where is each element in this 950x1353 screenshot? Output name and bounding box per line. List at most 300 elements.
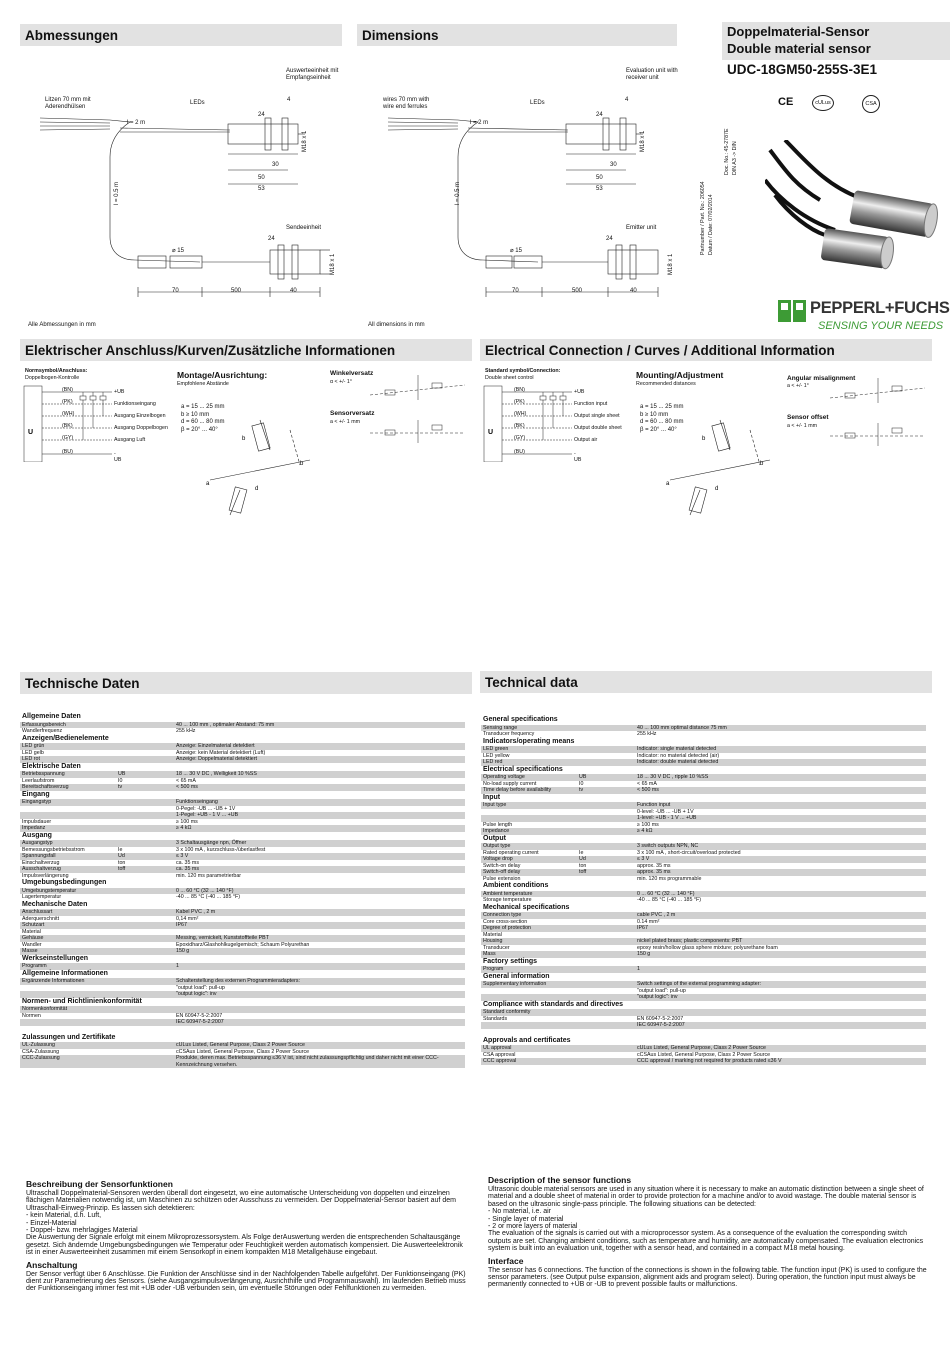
product-photo — [765, 140, 950, 290]
value-b-en: b ≥ 10 mm — [640, 411, 669, 418]
spec-row — [20, 1055, 465, 1068]
spec-group-row — [20, 955, 465, 964]
angular-title-de: Winkelversatz — [330, 370, 374, 377]
spec-group-label: Input — [481, 794, 926, 803]
spec-value: "output logic": inv — [635, 994, 926, 1001]
spec-group-label: General information — [481, 973, 926, 982]
spec-value: 40 ... 100 mm , optimaler Abstand: 75 mm — [174, 722, 465, 729]
offset-title-de: Sensorversatz — [330, 410, 375, 417]
spec-symbol: ton — [116, 860, 174, 867]
spec-label: Ausschaltverzug — [20, 866, 116, 873]
conn-symbol-sub-en: Double sheet control — [485, 375, 534, 381]
spec-label: Transducer — [481, 945, 577, 952]
spec-label: Gehäuse — [20, 935, 116, 942]
spec-value: 150 g — [635, 951, 926, 958]
spec-label: Degree of protection — [481, 925, 577, 932]
spec-label: No-load supply current — [481, 781, 577, 788]
desc-para2-de: Die Auswertung der Signale erfolgt mit einem Mikroprozessorsystem. Als Folge derAuswertung werden die entsprechenden Schaltausgänge gesetzt. Sich ändernde Umgebungsbedingungen wie Temperatur oder Feuchtigkeit werden automatisch kompensiert. Die Auswerteelektronik ist in einer Auswerteeinheit zusammen mit einem Sensorkopf in einem kompakten M18 Metallgehäuse eingebaut. — [26, 1234, 463, 1257]
spec-value: Schalterstellung des externen Programmieradapters: — [174, 978, 465, 985]
spec-group-label: Werkseinstellungen — [20, 955, 465, 964]
value-d-en: d = 60 ... 80 mm — [640, 419, 684, 425]
side-part-number: Partnumber / Part. No.: 206054 — [700, 181, 706, 255]
value-d: d = 60 ... 80 mm — [181, 419, 225, 425]
spec-label: LED grün — [20, 743, 116, 750]
spec-symbol: Ie — [577, 850, 635, 857]
desc-para3-en: The sensor has 6 connections. The function of the connections is shown in the following table. The function input (PK) is used to configure the sensor parameters. (see Output pulse expansion, alignment aids and program select). During operation, the function input must always be permanently connected to +UB or -UB to prevent possible faults or malfunctions. — [488, 1266, 927, 1289]
dim-24: 24 — [258, 112, 265, 118]
eval-unit-label-de-2: Empfangseinheit — [286, 75, 331, 81]
spec-label: Standards — [481, 1016, 577, 1023]
spec-group-label: Electrical specifications — [481, 766, 926, 775]
spec-group-label: Compliance with standards and directives — [481, 1001, 926, 1010]
spec-label: Wandler — [20, 942, 116, 949]
wire-bn: (BN) — [62, 387, 73, 393]
spec-label: LED gelb — [20, 750, 116, 757]
spec-value: IEC 60947-5-2:2007 — [174, 1019, 465, 1026]
spec-value: < 500 ms — [174, 784, 465, 791]
mounting-title-de: Montage/Ausrichtung: — [177, 370, 268, 380]
term-function-input: Funktionseingang — [114, 401, 156, 407]
spec-group-label: General specifications — [481, 716, 926, 725]
spec-value: 0-level: -UB ... -UB + 1V — [635, 809, 926, 816]
offset-title-en: Sensor offset — [787, 414, 829, 421]
spec-value: Anzeige: Einzelmaterial detektiert — [174, 743, 465, 750]
wires-label-en-2: wire end ferrules — [383, 104, 428, 110]
wires-label-de: Litzen 70 mm mit — [45, 97, 91, 103]
spec-label: LED yellow — [481, 753, 577, 760]
spec-value: ≤ 3 V — [635, 856, 926, 863]
spec-value: 255 kHz — [635, 731, 926, 738]
dim-50-en: 50 — [596, 175, 603, 181]
spec-value: 255 kHz — [174, 728, 465, 735]
dim-thread-b: M18 x 1 — [330, 253, 336, 275]
spec-label: CCC-Zulassung — [20, 1055, 116, 1068]
wiring-diagram-de — [22, 382, 150, 462]
dim-30: 30 — [272, 162, 279, 168]
desc-list2-en: - Single layer of material — [488, 1215, 564, 1223]
spec-symbol: Ud — [577, 856, 635, 863]
spec-value: ≥ 4 kΩ — [635, 828, 926, 835]
conn-symbol-title-de: Normsymbol/Anschluss: — [25, 368, 88, 374]
spec-label: Impedanz — [20, 825, 116, 832]
spec-label: Input type — [481, 802, 577, 809]
description-en — [488, 1172, 928, 1289]
spec-value: IP67 — [174, 922, 465, 929]
spec-label: Umgebungstemperatur — [20, 888, 116, 895]
spec-label: Supplementary information — [481, 981, 577, 988]
section-title-connection-en: Electrical Connection / Curves / Additional Information — [480, 339, 932, 361]
spec-symbol — [577, 1058, 635, 1065]
interface-heading-de: Anschaltung — [26, 1259, 78, 1270]
spec-label: Material — [20, 929, 116, 936]
spec-table-de — [20, 713, 465, 1068]
term-out-double: Ausgang Doppelbogen — [114, 425, 168, 431]
dim-cable-short-en: l = 0.5 m — [455, 181, 461, 205]
dim-30-en: 30 — [610, 162, 617, 168]
desc-list1-de: - kein Material, d.h. Luft, — [26, 1212, 102, 1220]
spec-label: Aderquerschnitt — [20, 916, 116, 923]
dim-40-en: 40 — [630, 288, 637, 294]
side-din: DIN A3 -> DIN — [732, 141, 738, 175]
spec-value: Anzeige: kein Material detektiert (Luft) — [174, 750, 465, 757]
spec-group-label: Factory settings — [481, 958, 926, 967]
wires-label-de-2: Aderendhülsen — [45, 104, 86, 110]
spec-symbol: Ud — [116, 853, 174, 860]
dim-53: 53 — [258, 186, 265, 192]
conn-symbol-title-en: Standard symbol/Connection: — [485, 368, 561, 374]
spec-group-row — [20, 832, 465, 841]
spec-label: Operating voltage — [481, 774, 577, 781]
spec-label: Pulse extension — [481, 876, 577, 883]
spec-label: Housing — [481, 938, 577, 945]
spec-value: cCSAus Listed, General Purpose, Class 2 Power Source — [635, 1052, 926, 1059]
spec-value: CCC approval / marking not required for products rated ≤36 V — [635, 1058, 926, 1065]
spec-group-row — [481, 882, 926, 891]
spec-group-row — [20, 879, 465, 888]
spec-group-row — [20, 735, 465, 744]
spec-label: Anschlussart — [20, 909, 116, 916]
spec-value: 3 x 100 mA , short-circuit/overload protected — [635, 850, 926, 857]
dim-500: 500 — [231, 288, 242, 294]
spec-label: Sensing range — [481, 725, 577, 732]
wire-bk: (BK) — [62, 423, 73, 429]
spec-label: Impulsverlängerung — [20, 873, 116, 880]
spec-label: Standard conformity — [481, 1009, 577, 1016]
spec-value: Produkte, deren max. Betriebsspannung ≤36 V ist, sind nicht zulassungspflichtig und daher nicht mit einer CCC-Kennzeichnung versehen. — [174, 1055, 465, 1068]
spec-label: Switch-on delay — [481, 863, 577, 870]
spec-label: CSA approval — [481, 1052, 577, 1059]
spec-value: < 500 ms — [635, 787, 926, 794]
offset-value-de: a < +/- 1 mm — [330, 419, 361, 425]
spec-value: Funktionseingang — [174, 799, 465, 806]
dim-4-en: 4 — [625, 97, 629, 103]
value-a: a = 15 ... 25 mm — [181, 404, 225, 410]
description-de — [26, 1176, 466, 1293]
spec-group-label: Umgebungsbedingungen — [20, 879, 465, 888]
brand-slogan: SENSING YOUR NEEDS — [818, 320, 944, 332]
spec-group-label: Elektrische Daten — [20, 763, 465, 772]
spec-value: -40 ... 85 °C (-40 ... 185 °F) — [635, 897, 926, 904]
term-ub-minus: -UB — [114, 451, 122, 464]
spec-value: approx. 35 ms — [635, 869, 926, 876]
spec-label: Leerlaufstrom — [20, 778, 116, 785]
section-title-tech-en: Technical data — [480, 671, 932, 693]
spec-group-row — [481, 904, 926, 913]
spec-group-label: Mechanische Daten — [20, 901, 465, 910]
wire-gy-en: (GY) — [514, 435, 526, 441]
pepperl-fuchs-logo-icon — [778, 300, 808, 322]
section-title-tech-de: Technische Daten — [20, 672, 472, 694]
spec-value: 1 — [635, 966, 926, 973]
spec-value: 0.14 mm² — [635, 919, 926, 926]
spec-label: Voltage drop — [481, 856, 577, 863]
spec-value: 1-Pegel: +UB - 1 V ... +UB — [174, 812, 465, 819]
spec-label: Rated operating current — [481, 850, 577, 857]
spec-label: Pulse length — [481, 822, 577, 829]
spec-spacer — [20, 1026, 465, 1034]
spec-group-row — [481, 1001, 926, 1010]
desc-para1-en: Ultrasonic double material sensors are used in any situation where it is necessary to make an automatic distinction between a single sheet of material and a double sheet of material in order to provide protection for a machine and/or to avoid wastage. The double material sensor is based on the ultrasonic single-pass principle. The following situations can be detected: — [488, 1186, 924, 1208]
svg-text:U: U — [28, 429, 34, 436]
spec-symbol: Ie — [116, 847, 174, 854]
eval-unit-label-de: Auswerteeinheit mit — [286, 68, 339, 74]
spec-label: LED rot — [20, 756, 116, 763]
wire-bn-en: (BN) — [514, 387, 525, 393]
spec-label: Transducer frequency — [481, 731, 577, 738]
desc-list2-de: - Einzel-Material — [26, 1219, 77, 1227]
spec-label: Program — [481, 966, 577, 973]
mounting-diagram-de — [200, 410, 320, 525]
spec-label: Eingangstyp — [20, 799, 116, 806]
dim-thread: M18 x 1 — [302, 130, 308, 152]
spec-label: Einschaltverzug — [20, 860, 116, 867]
spec-value: < 65 mA — [174, 778, 465, 785]
spec-value: ≤ 3 V — [174, 853, 465, 860]
spec-symbol: toff — [116, 866, 174, 873]
spec-value: Function input — [635, 802, 926, 809]
spec-value: ca. 35 ms — [174, 860, 465, 867]
spec-group-row — [481, 738, 926, 747]
spec-value: Indicator: double material detected — [635, 759, 926, 766]
value-b: b ≥ 10 mm — [181, 411, 210, 418]
spec-value: min. 120 ms programmable — [635, 876, 926, 883]
desc-list1-en: - No material, i.e. air — [488, 1208, 552, 1216]
desc-list3-de: - Doppel- bzw. mehrlagiges Material — [26, 1227, 138, 1235]
spec-group-row — [20, 998, 465, 1007]
mounting-diagram-en — [660, 410, 780, 525]
interface-heading-en: Interface — [488, 1255, 524, 1266]
term-ub-plus-en: +UB — [574, 389, 585, 395]
spec-value: EN 60947-5-2:2007 — [174, 1013, 465, 1020]
emitter-label-en: Emitter unit — [626, 225, 657, 231]
spec-group-row — [481, 766, 926, 775]
spec-group-label: Zulassungen und Zertifikate — [20, 1034, 465, 1043]
svg-text:b: b — [300, 461, 304, 467]
spec-label: Switch-off delay — [481, 869, 577, 876]
spec-group-label: Approvals and certificates — [481, 1037, 926, 1046]
spec-symbol — [116, 1055, 174, 1068]
wire-bu: (BU) — [62, 449, 73, 455]
ce-mark-icon: CE — [778, 96, 794, 108]
wire-pk-en: (PK) — [514, 399, 525, 405]
spec-label: Normen — [20, 1013, 116, 1020]
spec-value: -40 ... 85 °C (-40 ... 185 °F) — [174, 894, 465, 901]
spec-value: 18 ... 30 V DC , Welligkeit 10 %SS — [174, 771, 465, 778]
spec-symbol: I0 — [577, 781, 635, 788]
spec-value: IEC 60947-5-2:2007 — [635, 1022, 926, 1029]
spec-symbol: toff — [577, 869, 635, 876]
spec-label: Ausgangstyp — [20, 840, 116, 847]
spec-group-label: Output — [481, 835, 926, 844]
spec-symbol: UB — [577, 774, 635, 781]
desc-para2-en: The evaluation of the signals is carried out with a microprocessor system. As a consequence of the evaluation the corresponding switch outputs are set. Changing ambient conditions, such as temperature and humidity, are automatically compensated. The evaluation electronics system is built into an evaluation unit, together with a sensor head, and contained in a compact M18 metal housing. — [488, 1230, 924, 1253]
eval-unit-label-en: Evaluation unit with — [626, 68, 678, 74]
desc-list3-en: - 2 or more layers of material — [488, 1223, 578, 1231]
angular-value-de: α < +/- 1° — [330, 379, 352, 385]
spec-label: Impulsdauer — [20, 819, 116, 826]
spec-value: approx. 35 ms — [635, 863, 926, 870]
spec-value: 3 x 100 mA , kurzschluss-/überlastfest — [174, 847, 465, 854]
spec-label: Lagertemperatur — [20, 894, 116, 901]
wires-label-en: wires 70 mm with — [383, 97, 430, 103]
spec-label: LED red — [481, 759, 577, 766]
spec-group-row — [481, 716, 926, 725]
spec-label: Normenkonformität — [20, 1006, 116, 1013]
dim-15: ⌀ 15 — [172, 248, 184, 254]
leds-label-en: LEDs — [530, 100, 545, 106]
svg-text:d: d — [255, 486, 259, 492]
misalignment-diagram-de — [370, 375, 465, 445]
spec-value: ≥ 4 kΩ — [174, 825, 465, 832]
value-a-en: a = 15 ... 25 mm — [640, 404, 684, 410]
spec-value: Indicator: no material detected (air) — [635, 753, 926, 760]
spec-label: Programm — [20, 963, 116, 970]
spec-row — [20, 1026, 465, 1034]
spec-value: 3 switch outputs NPN, NC — [635, 843, 926, 850]
mounting-title-en: Mounting/Adjustment — [636, 370, 724, 380]
spec-value: 40 ... 100 mm optimal distance 75 mm — [635, 725, 926, 732]
spec-value: Anzeige: Doppelmaterial detektiert — [174, 756, 465, 763]
dim-24b: 24 — [268, 236, 275, 242]
spec-value: 0 ... 60 °C (32 ... 140 °F) — [635, 891, 926, 898]
spec-value: 1 — [174, 963, 465, 970]
spec-group-row — [481, 973, 926, 982]
spec-label: Core cross-section — [481, 919, 577, 926]
section-title-dimensions: Dimensions — [357, 24, 677, 46]
spec-group-label: Allgemeine Daten — [20, 713, 465, 722]
wire-wh: (WH) — [62, 411, 75, 417]
dim-thread-b-en: M18 x 1 — [668, 253, 674, 275]
svg-text:d: d — [715, 486, 719, 492]
term-out-air-en: Output air — [574, 437, 598, 443]
product-title-de: Doppelmaterial-Sensor — [727, 24, 870, 39]
angular-value-en: a < +/- 1° — [787, 383, 809, 389]
spec-value: min. 120 ms parametrierbar — [174, 873, 465, 880]
spec-value: "output logic": inv — [174, 991, 465, 998]
spec-group-row — [481, 794, 926, 803]
dimension-note-en: All dimensions in mm — [368, 322, 425, 328]
dim-24b-en: 24 — [606, 236, 613, 242]
dim-4: 4 — [287, 97, 291, 103]
spec-value: EN 60947-5-2:2007 — [635, 1016, 926, 1023]
spec-group-row — [481, 835, 926, 844]
spec-value: epoxy resin/hollow glass sphere mixture; polyurethane foam — [635, 945, 926, 952]
model-number: UDC-18GM50-255S-3E1 — [727, 62, 878, 77]
spec-value: 0,14 mm² — [174, 916, 465, 923]
spec-value: 3 Schaltausgänge npn, Öffner — [174, 840, 465, 847]
spec-value: ≥ 100 ms — [174, 819, 465, 826]
spec-value: ca. 35 ms — [174, 866, 465, 873]
svg-text:b: b — [760, 461, 764, 467]
term-out-single: Ausgang Einzelbogen — [114, 413, 166, 419]
wire-gy: (GY) — [62, 435, 74, 441]
spec-value: "output load": pull-up — [174, 985, 465, 992]
spec-value: nickel plated brass; plastic components: PBT — [635, 938, 926, 945]
svg-text:b: b — [702, 436, 706, 442]
mounting-sub-en: Recommended distances — [636, 381, 696, 387]
spec-label: Bemessungsbetriebsstrom — [20, 847, 116, 854]
spec-group-row — [20, 970, 465, 979]
spec-value: Kabel PVC , 2 m — [174, 909, 465, 916]
dim-53-en: 53 — [596, 186, 603, 192]
spec-group-row — [20, 1034, 465, 1043]
term-ub-minus-en: -UB — [574, 451, 582, 464]
spec-label: Masse — [20, 948, 116, 955]
spec-label: Schutzart — [20, 922, 116, 929]
svg-text:a: a — [666, 481, 670, 487]
mounting-sub-de: Empfohlene Abstände — [177, 381, 229, 387]
emitter-label-de: Sendeeinheit — [286, 225, 322, 231]
wire-wh-en: (WH) — [514, 411, 527, 417]
conn-symbol-sub-de: Doppelbogen-Kontrolle — [25, 375, 80, 381]
spec-label: Connection type — [481, 912, 577, 919]
term-out-air: Ausgang Luft — [114, 437, 146, 443]
spec-value: Epoxidharz/Glashohlkugelgemisch; Schaum Polyurethan — [174, 942, 465, 949]
spec-value: 1-level: +UB - 1 V ... +UB — [635, 815, 926, 822]
section-title-abmessungen: Abmessungen — [20, 24, 342, 46]
term-ub-plus: +UB — [114, 389, 125, 395]
value-beta-en: β = 20° ... 40° — [640, 426, 677, 433]
spec-label: Bereitschaftsverzug — [20, 784, 116, 791]
spec-label: Time delay before availability — [481, 787, 577, 794]
spec-label: Wandlerfrequenz — [20, 728, 116, 735]
term-out-single-en: Output single sheet — [574, 413, 620, 419]
spec-value: 150 g — [174, 948, 465, 955]
spec-row — [481, 1029, 926, 1037]
wire-bu-en: (BU) — [514, 449, 525, 455]
spec-value: < 65 mA — [635, 781, 926, 788]
spec-value: 18 ... 30 V DC , ripple 10 %SS — [635, 774, 926, 781]
spec-label: CCC approval — [481, 1058, 577, 1065]
spec-symbol: tv — [116, 784, 174, 791]
brand-name: PEPPERL+FUCHS — [810, 299, 950, 317]
spec-label: Spannungsfall — [20, 853, 116, 860]
spec-value: IP67 — [635, 925, 926, 932]
spec-group-row — [20, 713, 465, 722]
spec-label: Ergänzende Informationen — [20, 978, 116, 985]
value-beta: β = 20° ... 40° — [181, 426, 218, 433]
spec-value: "output load": pull-up — [635, 988, 926, 995]
spec-group-label: Ausgang — [20, 832, 465, 841]
eval-unit-label-en-2: receiver unit — [626, 75, 659, 81]
csa-mark-icon: CSA — [862, 95, 880, 113]
spec-value: cULus Listed, General Purpose, Class 2 Power Source — [174, 1042, 465, 1049]
spec-label: Mass — [481, 951, 577, 958]
spec-value: 0 ... 60 °C (32 ... 140 °F) — [174, 888, 465, 895]
spec-group-row — [20, 901, 465, 910]
spec-table-en — [481, 716, 926, 1065]
dim-15-en: ⌀ 15 — [510, 248, 522, 254]
spec-label: Output type — [481, 843, 577, 850]
spec-value: ≥ 100 ms — [635, 822, 926, 829]
spec-value: Switch settings of the external programming adapter: — [635, 981, 926, 988]
spec-symbol: tv — [577, 787, 635, 794]
dimension-note-de: Alle Abmessungen in mm — [28, 322, 96, 328]
spec-label: Ambient temperature — [481, 891, 577, 898]
misalignment-diagram-en — [830, 378, 925, 448]
desc-para1-de: Ultraschall Doppelmaterial-Sensoren werden überall dort eingesetzt, wo eine automatische Unterscheidung von doppelten und einzelnen flächigen Materialien notwendig ist, um Maschinen zu schützen oder Ausschuss zu vermeiden. Der Doppelmaterial-Sensor basiert auf dem Ultraschall-Einweg-Prinzip. Es lassen sich detektieren: — [26, 1190, 456, 1212]
spec-group-label: Eingang — [20, 791, 465, 800]
spec-label: UL approval — [481, 1045, 577, 1052]
term-function-input-en: Function input — [574, 401, 608, 407]
product-title-en: Double material sensor — [727, 41, 871, 56]
ul-mark-icon: cULus — [812, 95, 834, 111]
wire-bk-en: (BK) — [514, 423, 525, 429]
spec-label: LED green — [481, 746, 577, 753]
spec-group-label: Mechanical specifications — [481, 904, 926, 913]
spec-symbol: UB — [116, 771, 174, 778]
leds-label-de: LEDs — [190, 100, 205, 106]
